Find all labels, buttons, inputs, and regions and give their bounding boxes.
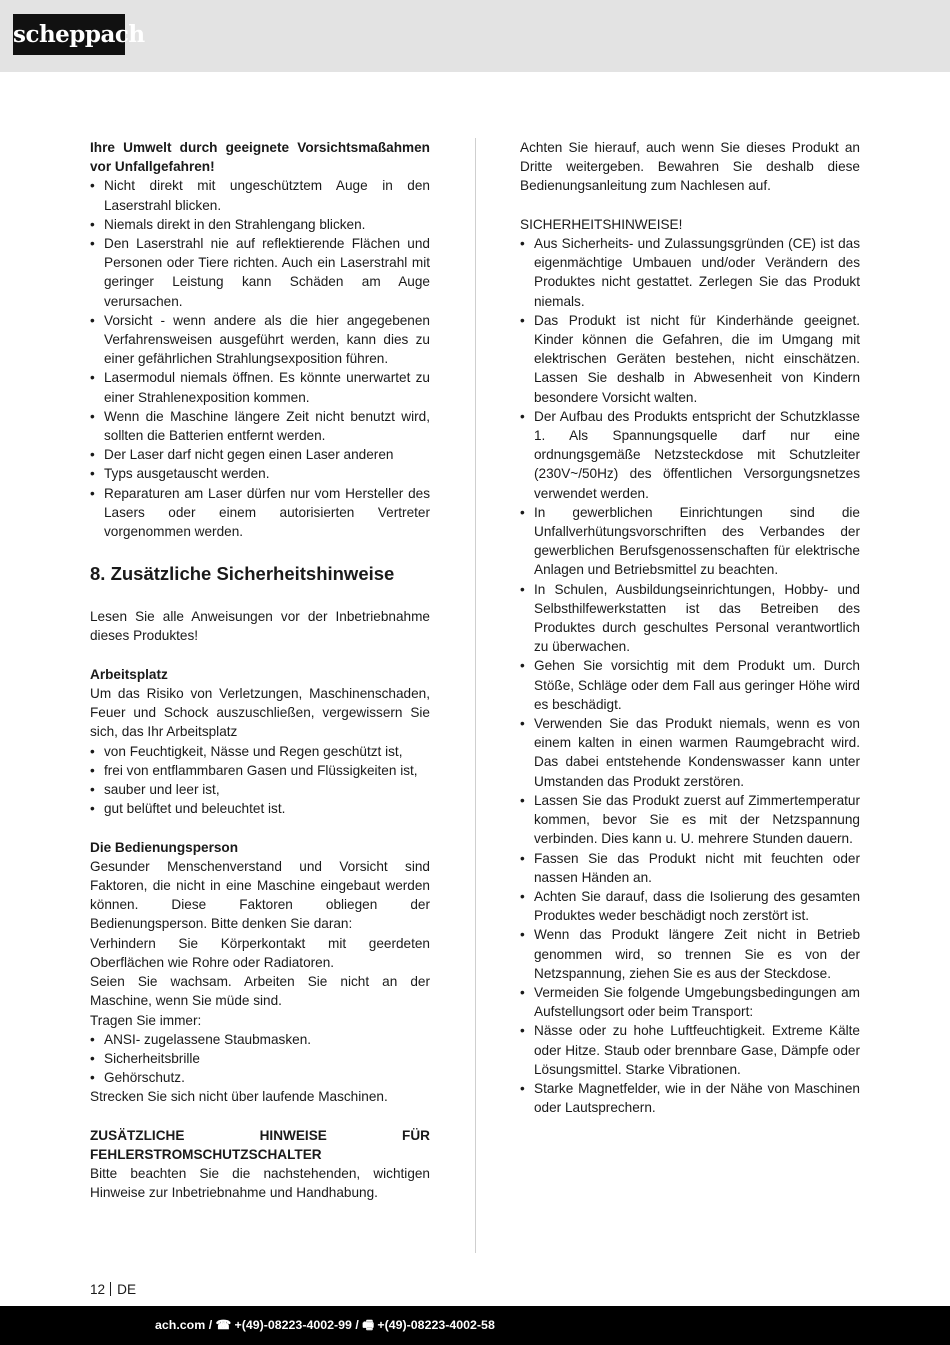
operator-paragraph: Gesunder Menschenverstand und Vorsicht sind Faktoren, die nicht in eine Maschine eingebaut werden können. Diese Faktoren obliegen der Bedienungsperson. Bitte denken Sie daran: (90, 858, 430, 932)
language-code: DE (117, 1282, 137, 1297)
list-item: • Fassen Sie das Produkt nicht mit feuchten oder nassen Händen an. (520, 849, 860, 887)
list-item: • Lassen Sie das Produkt zuerst auf Zimmertemperatur kommen, bevor Sie es mit der Netzspannung verbinden. Dies kann u. U. mehrere Stunden dauern. (520, 791, 860, 849)
laser-safety-list (90, 176, 430, 541)
page-number-value: 12 (90, 1282, 106, 1297)
list-item: • Der Aufbau des Produkts entspricht der Schutzklasse 1. Als Spannungsquelle darf nur eine ordnungsgemäße Netzsteckdose mit Schutzleiter (230V~/50Hz) des öffentlichen Versorgungsnetzes verwendet werden. (520, 407, 860, 503)
list-item: • gut belüftet und beleuchtet ist. (90, 799, 430, 818)
safety-heading: SICHERHEITSHINWEISE! (520, 216, 683, 232)
list-item: • Reparaturen am Laser dürfen nur vom Hersteller des Lasers oder einem autorisierten Vertreter vorgenommen werden. (90, 484, 430, 542)
protective-gear-list (90, 1030, 430, 1088)
list-item: • ANSI- zugelassene Staubmasken. (90, 1030, 430, 1049)
list-item: • Wenn die Maschine längere Zeit nicht benutzt wird, sollten die Batterien entfernt werden. (90, 407, 430, 445)
list-item: • Der Laser darf nicht gegen einen Laser anderen (90, 445, 430, 464)
operator-heading: Die Bedienungsperson (90, 839, 239, 855)
workplace-list (90, 742, 430, 819)
list-item: • frei von entflammbaren Gasen und Flüssigkeiten ist, (90, 761, 430, 780)
page-number (90, 1281, 136, 1299)
list-item: • Gehen Sie vorsichtig mit dem Produkt um. Durch Stöße, Schläge oder dem Fall aus geringer Höhe wird es beschädigt. (520, 656, 860, 714)
list-item: • Den Laserstrahl nie auf reflektierende Flächen und Personen oder Tiere richten. Auch ein Laserstrahl mit geringer Leistung kann Schäden am Auge verursachen. (90, 234, 430, 311)
right-column (520, 138, 860, 1117)
list-item: • Starke Magnetfelder, wie in der Nähe von Maschinen oder Lautsprechern. (520, 1079, 860, 1117)
page-number-separator (110, 1282, 111, 1296)
operator-paragraph: Verhindern Sie Körperkontakt mit geerdeten Oberflächen wie Rohre oder Radiatoren. (90, 935, 430, 970)
operator-paragraph: Strecken Sie sich nicht über laufende Maschinen. (90, 1089, 388, 1105)
list-item: • Wenn das Produkt längere Zeit nicht in Betrieb genommen wird, so trennen Sie es von der Netzspannung, ziehen Sie es aus der Steckdose. (520, 925, 860, 983)
list-item: • von Feuchtigkeit, Nässe und Regen geschützt ist, (90, 742, 430, 761)
workplace-text: Um das Risiko von Verletzungen, Maschinenschaden, Feuer und Schock auszuschließen, vergewissern Sie sich, das Ihr Arbeitsplatz (90, 686, 430, 740)
operator-paragraph: Seien Sie wachsam. Arbeiten Sie nicht an der Maschine, wenn Sie müde sind. (90, 974, 430, 1009)
section-heading: 8. Zusätzliche Sicherheitshinweise (90, 563, 395, 585)
list-item: • Gehörschutz. (90, 1068, 430, 1087)
list-item: • Vermeiden Sie folgende Umgebungsbedingungen am Aufstellungsort oder beim Transport: (520, 983, 860, 1021)
list-item: • Achten Sie darauf, dass die Isolierung des gesamten Produktes weder beschädigt noch zerstört ist. (520, 887, 860, 925)
list-item: • Sicherheitsbrille (90, 1049, 430, 1068)
intro-text: Achten Sie hierauf, auch wenn Sie dieses Produkt an Dritte weitergeben. Bewahren Sie deshalb diese Bedienungsanleitung zum Nachlesen auf. (520, 140, 860, 194)
operator-paragraph: Tragen Sie immer: (90, 1012, 202, 1028)
footer-contact: ach.com / ☎ +(49)-08223-4002-99 / 🖷 +(49)-08223-4002-58 (155, 1318, 495, 1332)
list-item: • In Schulen, Ausbildungseinrichtungen, Hobby- und Selbsthilfewerkstatten ist das Betreiben des Produktes durch geschultes Personal verantwortlich zu überwachen. (520, 580, 860, 657)
header-band (0, 0, 950, 72)
list-item: • Aus Sicherheits- und Zulassungsgründen (CE) ist das eigenmächtige Umbauen und/oder Verändern des Produktes nicht gestattet. Zerlegen Sie das Produkt niemals. (520, 234, 860, 311)
rcd-text: Bitte beachten Sie die nachstehenden, wichtigen Hinweise zur Inbetriebnahme und Handhabung. (90, 1166, 430, 1201)
laser-intro: Ihre Umwelt durch geeignete Vorsichtsmaßahmen vor Unfallgefahren! (90, 140, 430, 175)
rcd-heading: ZUSÄTZLICHE HINWEISE FÜR FEHLERSTROMSCHUTZSCHALTER (90, 1127, 430, 1162)
list-item: • Vorsicht - wenn andere als die hier angegebenen Verfahrensweisen ausgeführt werden, kann dies zu einer gefährlichen Strahlungsexposition führen. (90, 311, 430, 369)
list-item: • Typs ausgetauscht werden. (90, 464, 430, 483)
workplace-heading: Arbeitsplatz (90, 666, 168, 682)
list-item: • sauber und leer ist, (90, 780, 430, 799)
list-item: • Nässe oder zu hohe Luftfeuchtigkeit. Extreme Kälte oder Hitze. Staub oder brennbare Gase, Dämpfe oder Lösungsmittel. Starke Vibrationen. (520, 1021, 860, 1079)
column-divider (475, 138, 476, 1253)
list-item: • Das Produkt ist nicht für Kinderhände geeignet. Kinder können die Gefahren, die im Umgang mit elektrischen Geräten bestehen, nicht einschätzen. Lassen Sie deshalb in Abwesenheit von Kindern besondere Vorsicht walten. (520, 311, 860, 407)
safety-list (520, 234, 860, 1117)
section-intro: Lesen Sie alle Anweisungen vor der Inbetriebnahme dieses Produktes! (90, 609, 430, 644)
list-item: • Verwenden Sie das Produkt niemals, wenn es von einem kalten in einen warmen Raumgebracht wird. Das dabei entstehende Kondenswasser kann unter Umstanden das Produkt zerstören. (520, 714, 860, 791)
left-column (90, 138, 430, 1203)
list-item: • In gewerblichen Einrichtungen sind die Unfallverhütungsvorschriften des Verbandes der gewerblichen Berufsgenossenschaften für elektrische Anlagen und Betriebsmittel zu beachten. (520, 503, 860, 580)
brand-logo: scheppach (13, 14, 125, 55)
list-item: • Lasermodul niemals öffnen. Es könnte unerwartet zu einer Strahlenexposition kommen. (90, 368, 430, 406)
list-item: • Nicht direkt mit ungeschütztem Auge in den Laserstrahl blicken. (90, 176, 430, 214)
list-item: • Niemals direkt in den Strahlengang blicken. (90, 215, 430, 234)
